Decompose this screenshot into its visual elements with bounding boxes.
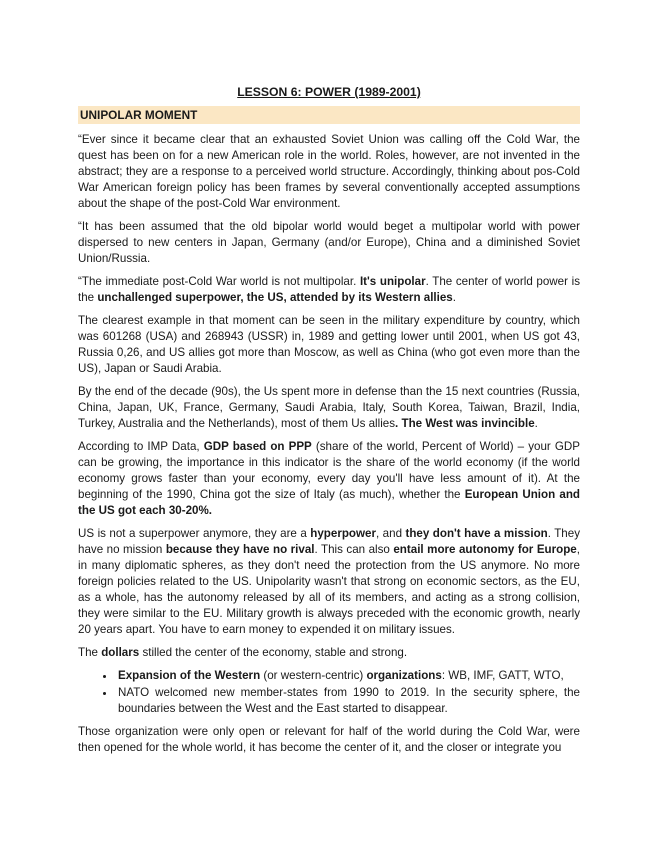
list-item	[116, 668, 580, 684]
text-run: The	[78, 646, 102, 659]
section-heading: UNIPOLAR MOMENT	[78, 106, 580, 124]
paragraph-3	[78, 274, 580, 306]
text-run: (or western-centric)	[260, 669, 367, 682]
text-run: “The immediate post-Cold War world is not multipolar.	[78, 275, 360, 288]
text-run: (share of the world, Percent of World) – your GDP can be growing, the importance in this indicator is the share of the world economy (if the world economy grows faster than your economy, every day you'll have less amount of it). At the beginning of the 1990, China got the size of Italy (as much), whether the	[78, 440, 580, 501]
text-run: .	[452, 291, 456, 304]
text-run: US is not a superpower anymore, they are a	[78, 527, 311, 540]
text-run: .	[534, 417, 538, 430]
text-run: , in many diplomatic spheres, as they don't need the protection from the US anymore. No more foreign policies related to the US. Unipolarity wasn't that strong on economic sectors, as the EU, as a whole, has the autonomy released by all of its members, and acting as a strong collision, they were similar to the EU. Military growth is always preceded with the economic growth, nearly 20 years apart. You have to earn money to expended it on military issues.	[78, 543, 580, 636]
bold-run: hyperpower	[310, 527, 376, 540]
document-page	[78, 84, 580, 763]
bold-run: because they have no rival	[165, 543, 315, 556]
paragraph-9: Those organization were only open or relevant for half of the world during the Cold War, were then opened for the whole world, it has become the center of it, and the closer or integrate you	[78, 725, 580, 754]
text-run: . This can also	[314, 543, 394, 556]
text-run: . They have no mission	[78, 527, 580, 556]
paragraph-5	[78, 384, 580, 432]
bold-run: . The West was invincible	[395, 417, 535, 430]
paragraph-1: “Ever since it became clear that an exhausted Soviet Union was calling off the Cold War, the quest has been on for a new American role in the world. Roles, however, are not invented in the abstract; they are a response to a perceived world structure. Accordingly, thinking about pos-Cold War American foreign policy has been frames by several conventionally accepted assumptions about the shape of the post-Cold War environment.	[78, 133, 580, 210]
bold-run: It's unipolar	[359, 275, 426, 288]
text-run: . The center of world power is the	[78, 275, 580, 304]
paragraph-6	[78, 439, 580, 519]
text-run: By the end of the decade (90s), the Us spent more in defense than the 15 next countries (Russia, China, Japan, UK, France, Germany, Saudi Arabia, Italy, South Korea, Taiwan, Brazil, India, Turkey, Australia and the Netherlands), most of them Us allies	[78, 385, 580, 430]
bold-run: entail more autonomy for Europe	[393, 543, 577, 556]
bold-run: unchallenged superpower, the US, attended by its Western allies	[97, 291, 453, 304]
bold-run: they don't have a mission	[405, 527, 548, 540]
paragraph-2: “It has been assumed that the old bipolar world would beget a multipolar world with power dispersed to new centers in Japan, Germany (and/or Europe), China and a diminished Soviet Union/Russia.	[78, 220, 580, 265]
text-run: According to IMP Data,	[78, 440, 204, 453]
paragraph-8	[78, 645, 580, 661]
bold-run: Expansion of the Western	[118, 669, 261, 682]
bold-run: dollars	[101, 646, 140, 659]
paragraph-4: The clearest example in that moment can be seen in the military expenditure by country, which was 601268 (USA) and 268943 (USSR) in, 1989 and getting lower until 2001, when US got 43, Russia 0,26, and US allies got more than Moscow, as well as China (who got even more than the US), Japan or Saudi Arabia.	[78, 314, 580, 375]
bullet-list	[78, 668, 580, 717]
text-run: : WB, IMF, GATT, WTO,	[441, 669, 564, 682]
page-title: LESSON 6: POWER (1989-2001)	[237, 85, 421, 99]
text-run: stilled the center of the economy, stable and strong.	[139, 646, 408, 659]
list-item: • NATO welcomed new member-states from 1990 to 2019. In the security sphere, the boundaries between the West and the East started to disappear.	[116, 685, 580, 717]
bold-run: European Union and the US got each 30-20%.	[78, 488, 580, 517]
paragraph-7	[78, 526, 580, 638]
bold-run: GDP based on PPP	[203, 440, 312, 453]
bold-run: organizations	[366, 669, 442, 682]
text-run: , and	[375, 527, 406, 540]
